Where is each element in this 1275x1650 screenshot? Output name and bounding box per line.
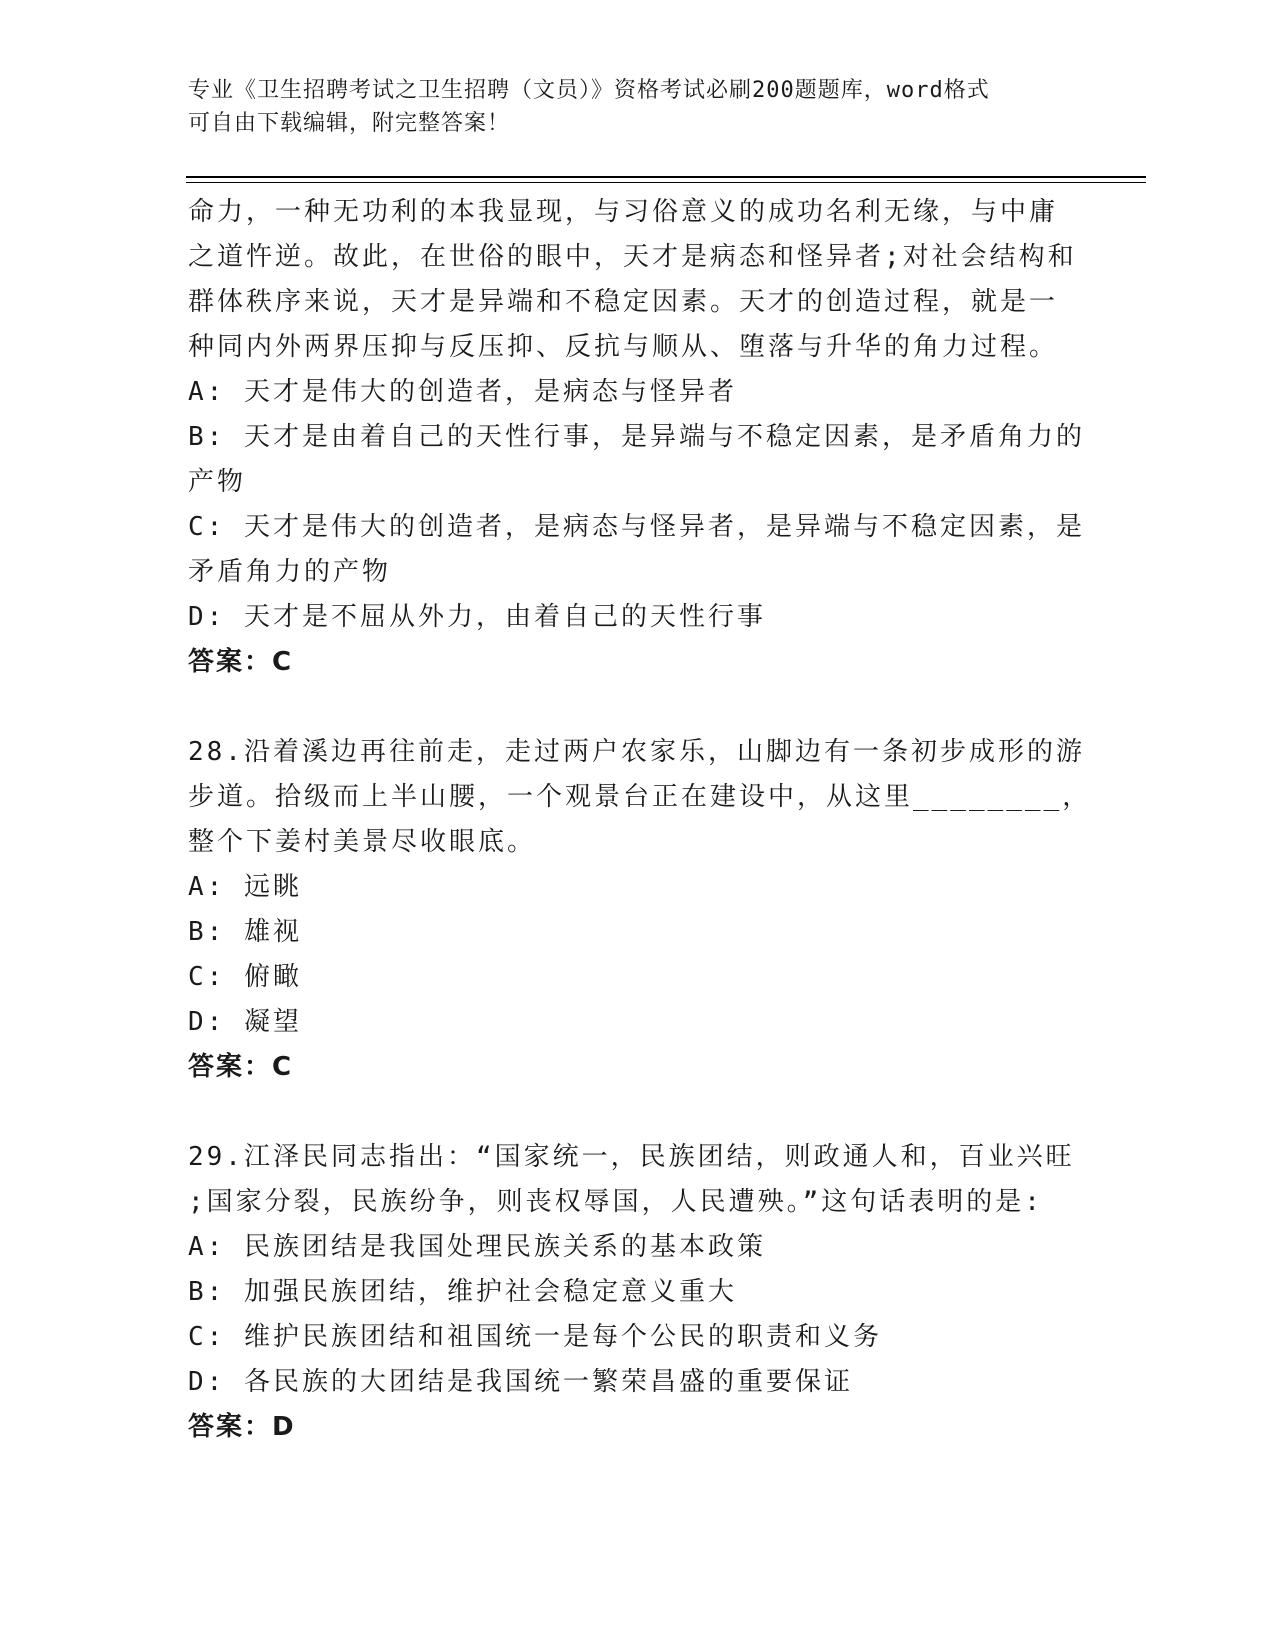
- option-a: A: 天才是伟大的创造者，是病态与怪异者: [188, 377, 737, 407]
- option-b-continued: 产物: [188, 467, 247, 497]
- question-stem-line: 之道忤逆。故此，在世俗的眼中，天才是病态和怪异者;对社会结构和: [188, 242, 1077, 272]
- header-rule-thin: [186, 182, 1146, 183]
- answer-label: 答案：C: [188, 647, 294, 677]
- spacer: [188, 1090, 1088, 1135]
- option-a: A: 远眺: [188, 872, 302, 902]
- question-stem-line: ;国家分裂，民族纷争，则丧权辱国，人民遭殃。”这句话表明的是:: [188, 1187, 1043, 1217]
- option-c: C: 天才是伟大的创造者，是病态与怪异者，是异端与不稳定因素，是: [188, 512, 1085, 542]
- question-stem-line: 种同内外两界压抑与反压抑、反抗与顺从、堕落与升华的角力过程。: [188, 332, 1059, 362]
- option-b: B: 雄视: [188, 917, 302, 947]
- option-b: B: 天才是由着自己的天性行事，是异端与不稳定因素，是矛盾角力的: [188, 422, 1085, 452]
- question-content: [188, 190, 1092, 1450]
- option-c: C: 俯瞰: [188, 962, 302, 992]
- header-title-line-2: 可自由下载编辑，附完整答案！: [188, 111, 511, 136]
- header-title-line-1: 专业《卫生招聘考试之卫生招聘（文员）》资格考试必刷200题题库，word格式: [188, 78, 990, 103]
- spacer: [188, 685, 1088, 730]
- question-stem-line: 整个下姜村美景尽收眼底。: [188, 827, 537, 857]
- answer-label: 答案：C: [188, 1052, 294, 1082]
- header-rule-thick: [186, 176, 1146, 178]
- option-a: A: 民族团结是我国处理民族关系的基本政策: [188, 1232, 766, 1262]
- option-b: B: 加强民族团结，维护社会稳定意义重大: [188, 1277, 737, 1307]
- question-stem-line: 29.江泽民同志指出：“国家统一，民族团结，则政通人和，百业兴旺: [188, 1142, 1075, 1172]
- document-header: [188, 74, 1068, 140]
- option-d: D: 各民族的大团结是我国统一繁荣昌盛的重要保证: [188, 1367, 853, 1397]
- question-stem-line: 步道。拾级而上半山腰，一个观景台正在建设中，从这里________，: [188, 782, 1092, 812]
- option-c-continued: 矛盾角力的产物: [188, 557, 392, 587]
- question-28: [188, 730, 1092, 1090]
- question-stem-line: 命力，一种无功利的本我显现，与习俗意义的成功名利无缘，与中庸: [188, 197, 1059, 227]
- option-d: D: 凝望: [188, 1007, 302, 1037]
- answer-label: 答案：D: [188, 1412, 296, 1442]
- question-stem-line: 群体秩序来说，天才是异端和不稳定因素。天才的创造过程，就是一: [188, 287, 1059, 317]
- question-29: [188, 1135, 1088, 1450]
- question-27: [188, 190, 1088, 685]
- option-c: C: 维护民族团结和祖国统一是每个公民的职责和义务: [188, 1322, 882, 1352]
- option-d: D: 天才是不屈从外力，由着自己的天性行事: [188, 602, 766, 632]
- question-stem-line: 28.沿着溪边再往前走，走过两户农家乐，山脚边有一条初步成形的游: [188, 737, 1085, 767]
